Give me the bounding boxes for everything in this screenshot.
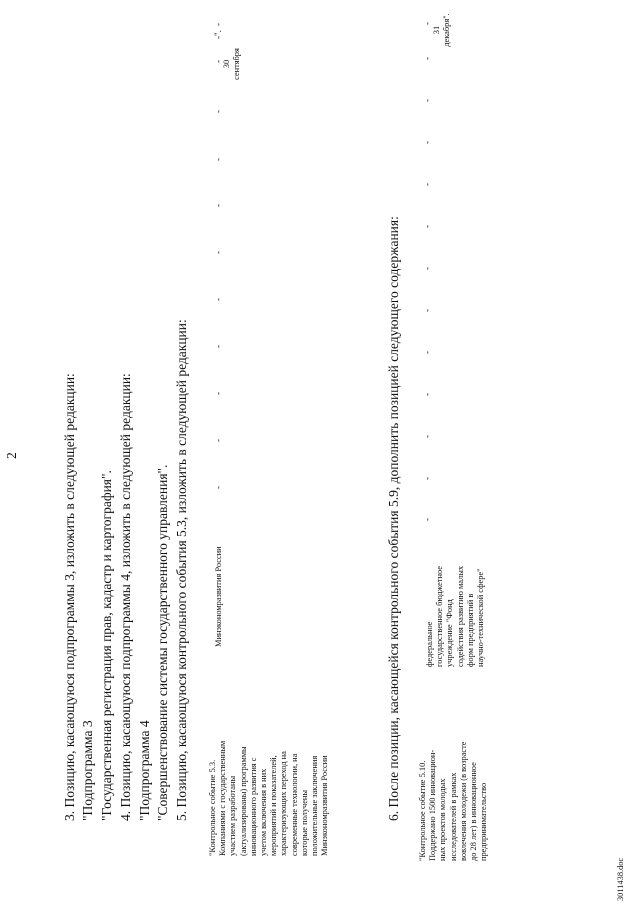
row-5-3-dash: - <box>213 345 223 348</box>
row-5-3-description: "Контрольное событие 5.3. Компаниями с государственным участием разработаны (актуализированы) программы инновационного развития с учетом включения в них мероприятий и показателей, характеризующих переход на современные технологии, на которые получены положительные заключения Минэкономразвития России <box>208 740 330 856</box>
subprogram-3-heading: "Подпрограмма 3 <box>80 720 95 821</box>
row-5-10-dash: - <box>422 477 432 480</box>
subprogram-3-title: "Государственная регистрация прав, кадастр и картография". <box>99 470 114 821</box>
row-5-10-dash: - <box>422 309 432 312</box>
row-5-10-dash: - <box>422 99 432 102</box>
row-5-10-dash: - <box>422 225 432 228</box>
row-5-3-dash: - <box>213 439 223 442</box>
row-5-10-dash: - <box>422 57 432 60</box>
page-number: 2 <box>4 452 19 459</box>
row-5-3-dash: - <box>213 23 223 26</box>
row-5-10-responsible: федеральное государственное бюджетное учреждение "Фонд содействия развитию малых форм предприятий в научно-технической сфере" <box>425 565 486 667</box>
row-5-3-date: 30 сентября <box>222 48 241 80</box>
row-5-10-dash: - <box>422 183 432 186</box>
paragraph-3: 3. Позицию, касающуюся подпрограммы 3, изложить в следующей редакции: <box>62 373 77 821</box>
row-5-3-dash: - <box>213 204 223 207</box>
row-5-3-dash: - <box>213 392 223 395</box>
row-5-3-dash: - <box>213 158 223 161</box>
row-5-3-dash: - <box>213 298 223 301</box>
footer-file-name: 3011438.doc <box>616 857 625 901</box>
row-5-10-dash: - <box>422 518 432 521</box>
row-5-3-dash: - <box>213 60 223 63</box>
row-5-3-dash: - <box>213 251 223 254</box>
row-5-10-dash: - <box>422 22 432 25</box>
paragraph-6: 6. После позиции, касающейся контрольного события 5.9, дополнить позицией следующего содержания: <box>386 216 401 821</box>
paragraph-5: 5. Позицию, касающуюся контрольного события 5.3, изложить в следующей редакции: <box>174 319 189 821</box>
paragraph-4: 4. Позицию, касающуюся подпрограммы 4, изложить в следующей редакции: <box>118 373 133 821</box>
row-5-3-dash: - <box>213 110 223 113</box>
row-5-3-responsible: Минэкономразвития России <box>214 546 223 647</box>
row-5-10-dash: - <box>422 351 432 354</box>
row-5-10-date: 31 декабря". <box>432 13 451 47</box>
row-5-3-dash: - <box>213 486 223 489</box>
row-5-10-description: "Контрольное событие 5.10. Поддержано 1500 инновацион- ных проектов молодых исследователей в рамках вовлечения молодежи (в возрасте до 28 лет) в инновационное предпринимательство <box>418 741 489 861</box>
subprogram-4-title: "Совершенствование системы государственного управления". <box>155 464 170 821</box>
row-5-3-end-mark: -". <box>213 30 223 39</box>
subprogram-4-heading: "Подпрограмма 4 <box>137 720 152 821</box>
row-5-10-dash: - <box>422 267 432 270</box>
row-5-10-dash: - <box>422 141 432 144</box>
row-5-10-dash: - <box>422 393 432 396</box>
row-5-10-dash: - <box>422 435 432 438</box>
